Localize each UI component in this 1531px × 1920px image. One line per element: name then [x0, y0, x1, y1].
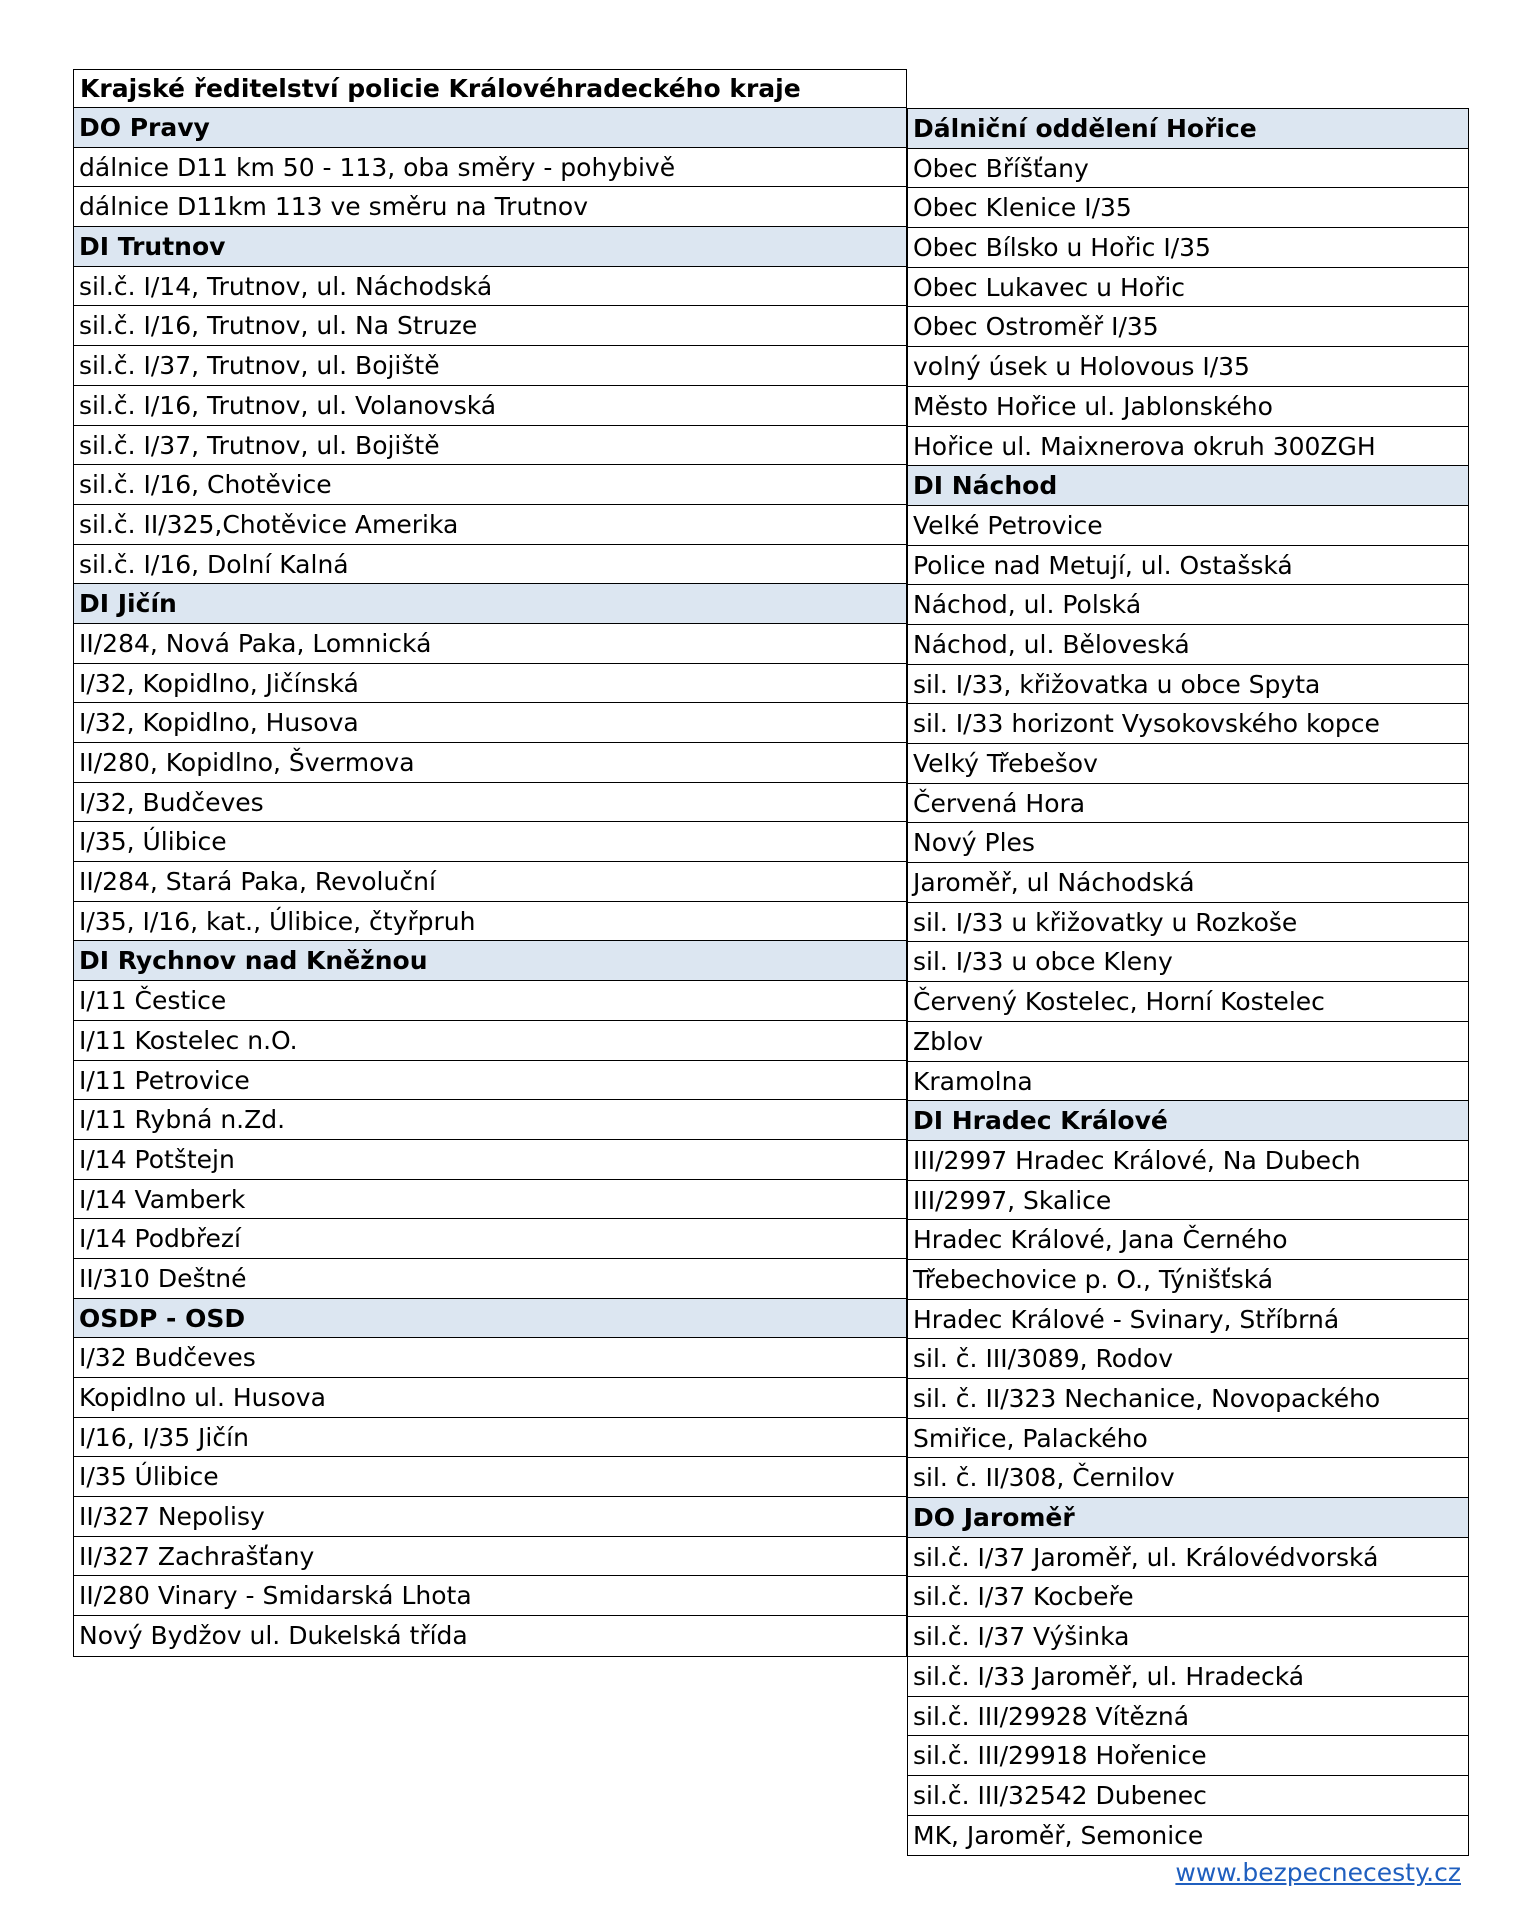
section-header: DI Rychnov nad Kněžnou: [74, 941, 906, 981]
location-row: Nový Ples: [908, 823, 1468, 863]
location-row: sil.č. III/32542 Dubenec: [908, 1776, 1468, 1816]
section-header: OSDP - OSD: [74, 1299, 906, 1339]
location-row: Jaroměř, ul Náchodská: [908, 863, 1468, 903]
location-row: II/284, Nová Paka, Lomnická: [74, 624, 906, 664]
location-row: Nový Bydžov ul. Dukelská třída: [79, 1621, 468, 1651]
location-row: sil. I/33, křižovatka u obce Spyta: [908, 665, 1468, 705]
location-row: sil. I/33 horizont Vysokovského kopce: [908, 704, 1468, 744]
location-row: II/280 Vinary - Smidarská Lhota: [74, 1576, 906, 1616]
section-header: DO Jaroměř: [908, 1498, 1468, 1538]
location-row: II/310 Deštné: [74, 1259, 906, 1299]
section-header: DO Pravy: [74, 108, 906, 148]
location-row: dálnice D11km 113 ve směru na Trutnov: [74, 187, 906, 227]
location-row: III/2997, Skalice: [908, 1181, 1468, 1221]
location-row: I/32, Kopidlno, Husova: [74, 703, 906, 743]
location-row: Hořice ul. Maixnerova okruh 300ZGH: [908, 427, 1468, 467]
location-row: Velké Petrovice: [908, 506, 1468, 546]
location-row: sil.č. I/37 Výšinka: [908, 1617, 1468, 1657]
section-header: DI Hradec Králové: [908, 1101, 1468, 1141]
location-row: I/35, I/16, kat., Úlibice, čtyřpruh: [74, 902, 906, 942]
location-row: II/327 Nepolisy: [74, 1497, 906, 1537]
location-row: Zblov: [908, 1022, 1468, 1062]
location-row: sil.č. I/16, Chotěvice: [74, 465, 906, 505]
location-row: sil.č. III/29918 Hořenice: [908, 1736, 1468, 1776]
location-row: I/11 Kostelec n.O.: [74, 1021, 906, 1061]
right-column: [907, 108, 1469, 1856]
location-row: sil. I/33 u obce Kleny: [908, 942, 1468, 982]
location-row: Obec Klenice I/35: [908, 188, 1468, 228]
location-row: I/32 Budčeves: [74, 1338, 906, 1378]
location-row: sil.č. I/16, Trutnov, ul. Na Struze: [74, 306, 906, 346]
location-row: sil.č. I/37, Trutnov, ul. Bojiště: [74, 346, 906, 386]
location-row: I/14 Potštejn: [74, 1140, 906, 1180]
location-row: Červený Kostelec, Horní Kostelec: [908, 982, 1468, 1022]
section-header: DI Trutnov: [74, 227, 906, 267]
location-row: I/32, Kopidlno, Jičínská: [74, 664, 906, 704]
location-row: sil.č. I/16, Dolní Kalná: [74, 545, 906, 585]
section-header: Dálniční oddělení Hořice: [908, 109, 1468, 149]
table-title: Krajské ředitelství policie Královéhradeckého kraje: [73, 69, 907, 108]
location-row: sil.č. I/37 Jaroměř, ul. Královédvorská: [908, 1538, 1468, 1578]
location-row: Police nad Metují, ul. Ostašská: [908, 546, 1468, 586]
location-row: Velký Třebešov: [908, 744, 1468, 784]
location-row: Kopidlno ul. Husova: [74, 1378, 906, 1418]
website-link[interactable]: www.bezpecnecesty.cz: [1175, 1858, 1461, 1887]
left-column: [73, 108, 907, 1657]
location-row: sil. I/33 u křižovatky u Rozkoše: [908, 903, 1468, 943]
location-row: sil.č. I/14, Trutnov, ul. Náchodská: [74, 267, 906, 307]
location-row: Hradec Králové, Jana Černého: [908, 1220, 1468, 1260]
location-row: Město Hořice ul. Jablonského: [908, 387, 1468, 427]
location-row: II/284, Stará Paka, Revoluční: [74, 862, 906, 902]
location-row: sil. č. II/323 Nechanice, Novopackého: [908, 1379, 1468, 1419]
location-row: sil. č. III/3089, Rodov: [908, 1339, 1468, 1379]
location-row: I/14 Podbřezí: [74, 1219, 906, 1259]
location-row: sil.č. I/37 Kocbeře: [908, 1577, 1468, 1617]
location-row: sil. č. II/308, Černilov: [908, 1458, 1468, 1498]
location-row: I/11 Petrovice: [74, 1061, 906, 1101]
location-row: Červená Hora: [908, 784, 1468, 824]
location-row: sil.č. II/325,Chotěvice Amerika: [74, 505, 906, 545]
location-row: sil.č. I/16, Trutnov, ul. Volanovská: [74, 386, 906, 426]
location-row: I/16, I/35 Jičín: [74, 1418, 906, 1458]
section-header: DI Náchod: [908, 466, 1468, 506]
location-row: Obec Bříšťany: [908, 149, 1468, 189]
location-row: II/327 Zachrašťany: [74, 1537, 906, 1577]
location-row: I/35 Úlibice: [74, 1457, 906, 1497]
location-row: Hradec Králové - Svinary, Stříbrná: [908, 1300, 1468, 1340]
location-row: sil.č. I/33 Jaroměř, ul. Hradecká: [908, 1657, 1468, 1697]
location-row: Obec Bílsko u Hořic I/35: [908, 228, 1468, 268]
location-row: sil.č. I/37, Trutnov, ul. Bojiště: [74, 426, 906, 466]
location-row: I/14 Vamberk: [74, 1180, 906, 1220]
location-row: Náchod, ul. Polská: [908, 585, 1468, 625]
location-row: volný úsek u Holovous I/35: [908, 347, 1468, 387]
location-row: MK, Jaroměř, Semonice: [913, 1820, 1204, 1850]
location-row: Smiřice, Palackého: [908, 1419, 1468, 1459]
location-row: sil.č. III/29928 Vítězná: [908, 1697, 1468, 1737]
location-row: Náchod, ul. Běloveská: [908, 625, 1468, 665]
location-row: III/2997 Hradec Králové, Na Dubech: [908, 1141, 1468, 1181]
location-row: Obec Lukavec u Hořic: [908, 268, 1468, 308]
location-row: Kramolna: [908, 1062, 1468, 1102]
location-row: I/11 Čestice: [74, 981, 906, 1021]
location-row: I/11 Rybná n.Zd.: [74, 1100, 906, 1140]
location-row: Obec Ostroměř I/35: [908, 307, 1468, 347]
location-row: dálnice D11 km 50 - 113, oba směry - pohybivě: [74, 148, 906, 188]
section-header: DI Jičín: [74, 584, 906, 624]
location-row: I/32, Budčeves: [74, 783, 906, 823]
location-row: Třebechovice p. O., Týnišťská: [908, 1260, 1468, 1300]
location-row: II/280, Kopidlno, Švermova: [74, 743, 906, 783]
location-row: I/35, Úlibice: [74, 822, 906, 862]
